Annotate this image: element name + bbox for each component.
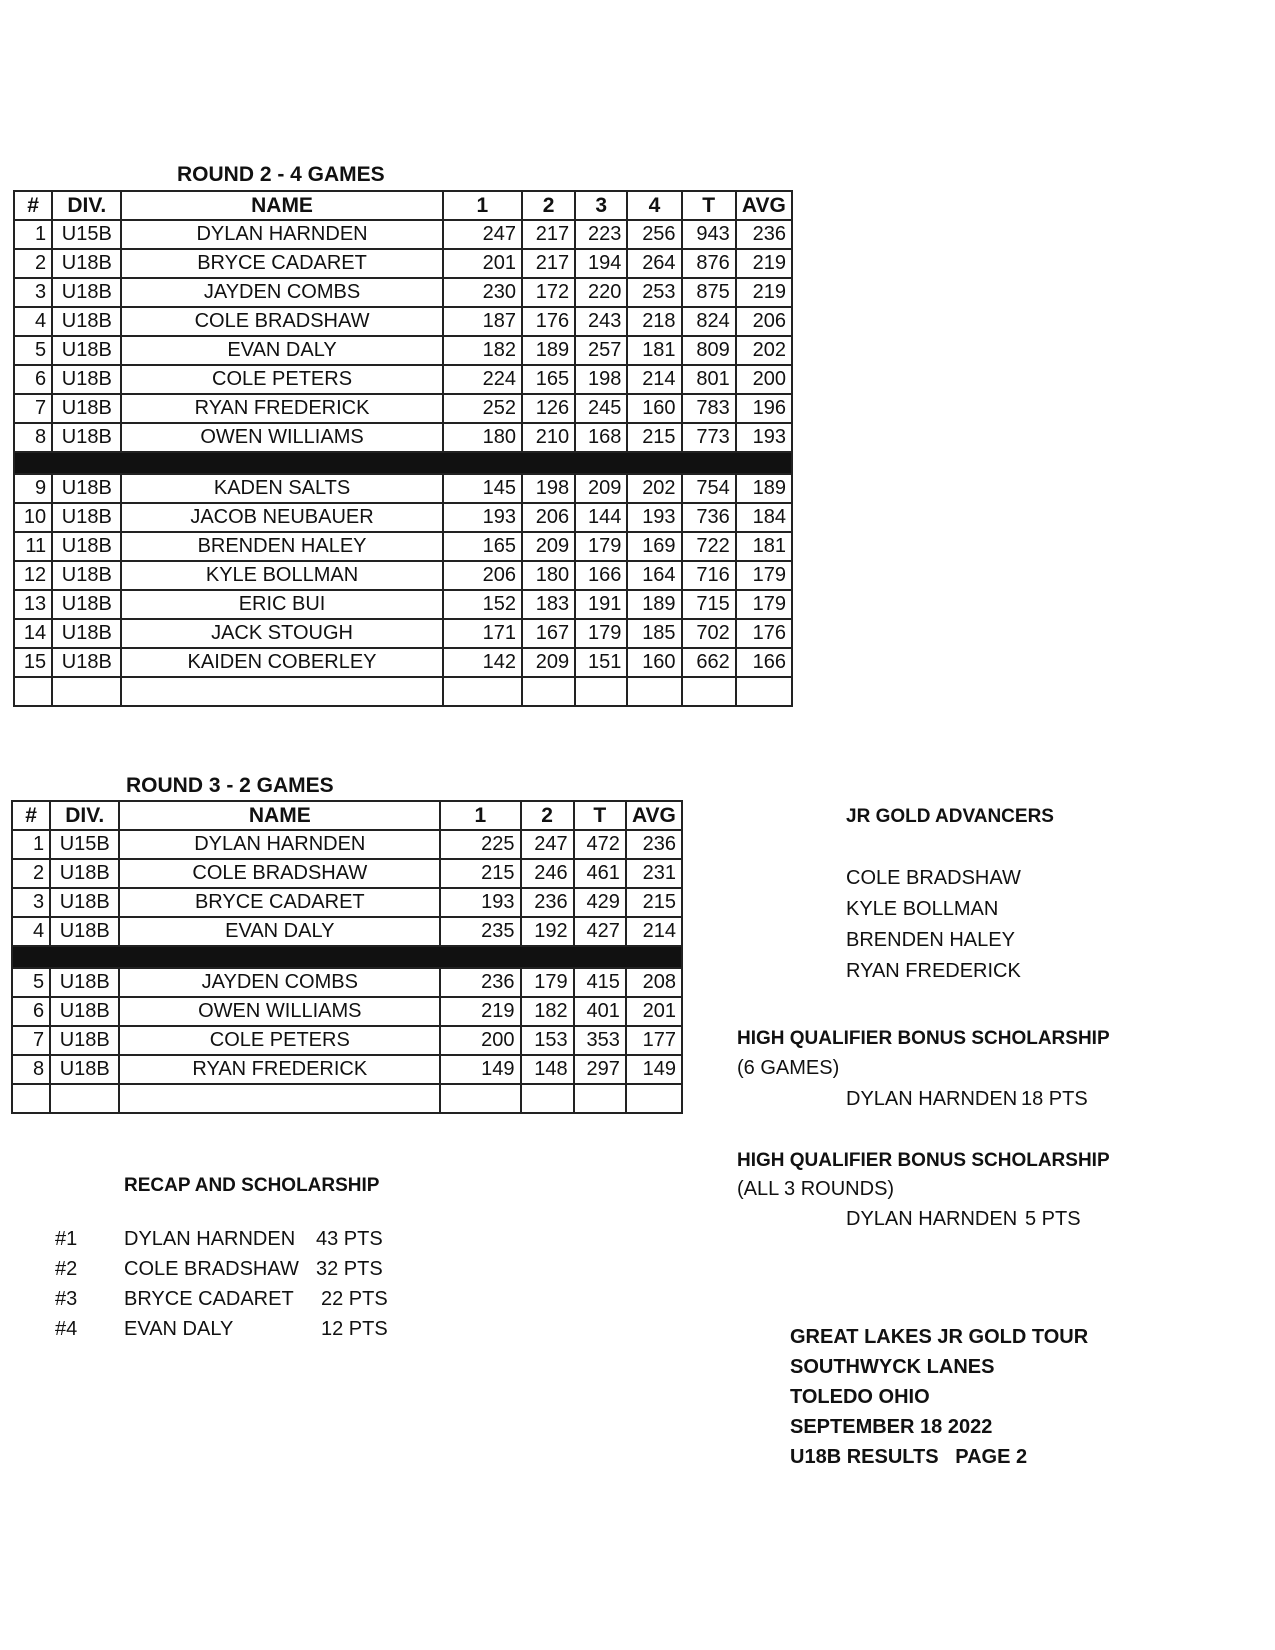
round3-title: ROUND 3 - 2 GAMES xyxy=(126,774,334,797)
table-cell: 4 xyxy=(14,307,52,336)
table-cell: DYLAN HARNDEN xyxy=(119,830,440,859)
table-cell: 153 xyxy=(521,1026,574,1055)
footer-line: U18B RESULTS PAGE 2 xyxy=(790,1446,1028,1468)
table-cell: 202 xyxy=(736,336,792,365)
table-row xyxy=(12,917,682,946)
table-cell: 2 xyxy=(14,249,52,278)
table-cell: 176 xyxy=(522,307,575,336)
table-cell: U18B xyxy=(52,249,121,278)
table-cell: 172 xyxy=(522,278,575,307)
table-cell: 246 xyxy=(521,859,574,888)
table-row xyxy=(14,336,792,365)
table-cell: 181 xyxy=(627,336,681,365)
table-cell: U18B xyxy=(52,474,121,503)
table-cell: 15 xyxy=(14,648,52,677)
table-cell: 209 xyxy=(522,648,575,677)
recap-name: EVAN DALY xyxy=(124,1318,234,1340)
table-cell: 12 xyxy=(14,561,52,590)
table-cell: 13 xyxy=(14,590,52,619)
table-cell: JACK STOUGH xyxy=(121,619,442,648)
table-cell: U18B xyxy=(50,917,119,946)
empty-cell xyxy=(121,677,442,706)
table-cell: 192 xyxy=(521,917,574,946)
table-cell: COLE BRADSHAW xyxy=(121,307,442,336)
bonus1-points: 18 PTS xyxy=(1021,1088,1088,1110)
round2-header-cell: T xyxy=(682,191,736,220)
table-cell: U18B xyxy=(52,278,121,307)
table-cell: 201 xyxy=(443,249,522,278)
table-cell: 401 xyxy=(574,997,626,1026)
table-row xyxy=(12,830,682,859)
table-row xyxy=(12,968,682,997)
table-cell: 180 xyxy=(443,423,522,452)
table-cell: 185 xyxy=(627,619,681,648)
empty-cell xyxy=(574,1084,626,1113)
empty-cell xyxy=(682,677,736,706)
bonus2-name: DYLAN HARNDEN xyxy=(846,1208,1018,1230)
table-cell: 472 xyxy=(574,830,626,859)
recap-points: 22 PTS xyxy=(321,1288,388,1310)
empty-cell xyxy=(575,677,627,706)
table-cell: U18B xyxy=(52,648,121,677)
round3-header-row xyxy=(12,801,682,830)
table-cell: 716 xyxy=(682,561,736,590)
table-row xyxy=(14,619,792,648)
table-cell: 225 xyxy=(440,830,520,859)
table-cell: 179 xyxy=(736,561,792,590)
table-cell: 876 xyxy=(682,249,736,278)
table-cell: 160 xyxy=(627,394,681,423)
table-cell: 722 xyxy=(682,532,736,561)
table-cell: U18B xyxy=(50,1055,119,1084)
advancers-title: JR GOLD ADVANCERS xyxy=(846,806,1054,827)
table-cell: 166 xyxy=(575,561,627,590)
bonus2-subtitle: (ALL 3 ROUNDS) xyxy=(737,1178,895,1200)
table-cell: 1 xyxy=(14,220,52,249)
table-cell: 223 xyxy=(575,220,627,249)
table-cell: OWEN WILLIAMS xyxy=(119,997,440,1026)
bonus1-title: HIGH QUALIFIER BONUS SCHOLARSHIP xyxy=(737,1028,1110,1049)
table-cell: 193 xyxy=(627,503,681,532)
empty-cell xyxy=(12,1084,50,1113)
table-cell: 202 xyxy=(627,474,681,503)
round2-header-cell: 4 xyxy=(627,191,681,220)
table-cell: U18B xyxy=(50,968,119,997)
table-cell: 206 xyxy=(443,561,522,590)
table-cell: U18B xyxy=(52,503,121,532)
table-row xyxy=(14,394,792,423)
table-cell: 189 xyxy=(627,590,681,619)
table-cell: 3 xyxy=(12,888,50,917)
table-cell: 5 xyxy=(12,968,50,997)
table-cell: 165 xyxy=(443,532,522,561)
table-cell: 8 xyxy=(12,1055,50,1084)
round2-header-cell: 3 xyxy=(575,191,627,220)
advancer-name: BRENDEN HALEY xyxy=(846,929,1015,951)
table-cell: 801 xyxy=(682,365,736,394)
table-cell: 230 xyxy=(443,278,522,307)
table-cell: 200 xyxy=(736,365,792,394)
cutoff-separator-row xyxy=(12,946,682,968)
table-cell: 215 xyxy=(626,888,682,917)
table-row xyxy=(14,365,792,394)
table-cell: 4 xyxy=(12,917,50,946)
table-cell: U18B xyxy=(50,1026,119,1055)
table-cell: 236 xyxy=(626,830,682,859)
table-row xyxy=(12,1055,682,1084)
table-cell: 217 xyxy=(522,220,575,249)
table-cell: BRYCE CADARET xyxy=(119,888,440,917)
table-cell: 7 xyxy=(14,394,52,423)
table-row xyxy=(14,307,792,336)
table-cell: 219 xyxy=(736,278,792,307)
table-cell: 193 xyxy=(440,888,520,917)
table-row xyxy=(14,590,792,619)
table-cell: U18B xyxy=(52,336,121,365)
cutoff-bar xyxy=(14,452,792,474)
table-cell: U18B xyxy=(52,423,121,452)
table-cell: KYLE BOLLMAN xyxy=(121,561,442,590)
table-cell: 196 xyxy=(736,394,792,423)
table-cell: 5 xyxy=(14,336,52,365)
table-cell: 168 xyxy=(575,423,627,452)
empty-row xyxy=(12,1084,682,1113)
table-cell: KADEN SALTS xyxy=(121,474,442,503)
recap-name: DYLAN HARNDEN xyxy=(124,1228,296,1250)
table-cell: BRYCE CADARET xyxy=(121,249,442,278)
table-cell: 214 xyxy=(626,917,682,946)
table-cell: 264 xyxy=(627,249,681,278)
table-cell: 149 xyxy=(440,1055,520,1084)
table-cell: 181 xyxy=(736,532,792,561)
table-row xyxy=(14,503,792,532)
empty-cell xyxy=(14,677,52,706)
round3-header-cell: T xyxy=(574,801,626,830)
round3-header-cell: 2 xyxy=(521,801,574,830)
table-cell: 180 xyxy=(522,561,575,590)
table-cell: 662 xyxy=(682,648,736,677)
table-cell: 7 xyxy=(12,1026,50,1055)
table-cell: U18B xyxy=(52,532,121,561)
recap-points: 32 PTS xyxy=(316,1258,383,1280)
table-row xyxy=(12,1026,682,1055)
empty-cell xyxy=(440,1084,520,1113)
table-cell: 200 xyxy=(440,1026,520,1055)
recap-name: COLE BRADSHAW xyxy=(124,1258,299,1280)
advancer-name: RYAN FREDERICK xyxy=(846,960,1021,982)
footer-line: TOLEDO OHIO xyxy=(790,1386,930,1408)
cutoff-bar xyxy=(12,946,682,968)
table-cell: 427 xyxy=(574,917,626,946)
table-cell: 165 xyxy=(522,365,575,394)
table-cell: 209 xyxy=(575,474,627,503)
table-cell: 145 xyxy=(443,474,522,503)
round3-header-cell: # xyxy=(12,801,50,830)
table-row xyxy=(14,532,792,561)
table-cell: 773 xyxy=(682,423,736,452)
round3-header-cell: NAME xyxy=(119,801,440,830)
table-cell: 149 xyxy=(626,1055,682,1084)
table-cell: KAIDEN COBERLEY xyxy=(121,648,442,677)
table-cell: 206 xyxy=(736,307,792,336)
table-cell: 2 xyxy=(12,859,50,888)
table-row xyxy=(14,249,792,278)
table-cell: 218 xyxy=(627,307,681,336)
table-cell: 189 xyxy=(522,336,575,365)
table-cell: JACOB NEUBAUER xyxy=(121,503,442,532)
empty-cell xyxy=(627,677,681,706)
recap-name: BRYCE CADARET xyxy=(124,1288,294,1310)
table-cell: 179 xyxy=(521,968,574,997)
table-cell: 142 xyxy=(443,648,522,677)
table-cell: ERIC BUI xyxy=(121,590,442,619)
table-cell: 245 xyxy=(575,394,627,423)
table-cell: EVAN DALY xyxy=(121,336,442,365)
table-cell: 715 xyxy=(682,590,736,619)
table-cell: 210 xyxy=(522,423,575,452)
advancer-name: KYLE BOLLMAN xyxy=(846,898,999,920)
empty-cell xyxy=(522,677,575,706)
table-cell: 220 xyxy=(575,278,627,307)
table-cell: 243 xyxy=(575,307,627,336)
table-cell: U18B xyxy=(52,365,121,394)
table-cell: 235 xyxy=(440,917,520,946)
empty-cell xyxy=(50,1084,119,1113)
table-cell: U15B xyxy=(50,830,119,859)
round3-header-cell: DIV. xyxy=(50,801,119,830)
table-cell: 215 xyxy=(627,423,681,452)
table-cell: 184 xyxy=(736,503,792,532)
table-cell: 189 xyxy=(736,474,792,503)
table-cell: 429 xyxy=(574,888,626,917)
table-cell: 208 xyxy=(626,968,682,997)
table-cell: 236 xyxy=(440,968,520,997)
table-cell: 217 xyxy=(522,249,575,278)
table-cell: 10 xyxy=(14,503,52,532)
empty-row xyxy=(14,677,792,706)
round2-header-cell: 1 xyxy=(443,191,522,220)
table-cell: 875 xyxy=(682,278,736,307)
empty-cell xyxy=(736,677,792,706)
table-cell: 169 xyxy=(627,532,681,561)
table-row xyxy=(14,474,792,503)
table-cell: EVAN DALY xyxy=(119,917,440,946)
table-cell: 219 xyxy=(736,249,792,278)
table-cell: 151 xyxy=(575,648,627,677)
round3-header-cell: AVG xyxy=(626,801,682,830)
table-cell: 144 xyxy=(575,503,627,532)
recap-rank: #2 xyxy=(55,1258,78,1280)
table-cell: RYAN FREDERICK xyxy=(119,1055,440,1084)
table-cell: 253 xyxy=(627,278,681,307)
table-cell: 194 xyxy=(575,249,627,278)
table-cell: RYAN FREDERICK xyxy=(121,394,442,423)
table-cell: 809 xyxy=(682,336,736,365)
table-row xyxy=(14,423,792,452)
table-row xyxy=(12,997,682,1026)
table-cell: 14 xyxy=(14,619,52,648)
table-cell: 824 xyxy=(682,307,736,336)
table-cell: 219 xyxy=(440,997,520,1026)
recap-rank: #4 xyxy=(55,1318,78,1340)
table-cell: 702 xyxy=(682,619,736,648)
table-row xyxy=(14,648,792,677)
table-cell: 176 xyxy=(736,619,792,648)
table-row xyxy=(12,888,682,917)
empty-cell xyxy=(443,677,522,706)
round2-table xyxy=(13,190,793,707)
table-cell: 179 xyxy=(736,590,792,619)
table-cell: 943 xyxy=(682,220,736,249)
round3-header-cell: 1 xyxy=(440,801,520,830)
table-cell: 164 xyxy=(627,561,681,590)
table-cell: U18B xyxy=(52,619,121,648)
bonus1-subtitle: (6 GAMES) xyxy=(737,1057,840,1079)
table-cell: 152 xyxy=(443,590,522,619)
table-cell: 183 xyxy=(522,590,575,619)
table-cell: 9 xyxy=(14,474,52,503)
table-cell: 11 xyxy=(14,532,52,561)
table-cell: 252 xyxy=(443,394,522,423)
table-cell: U18B xyxy=(52,394,121,423)
recap-title: RECAP AND SCHOLARSHIP xyxy=(124,1175,380,1196)
table-cell: 206 xyxy=(522,503,575,532)
table-cell: 461 xyxy=(574,859,626,888)
table-cell: DYLAN HARNDEN xyxy=(121,220,442,249)
table-cell: U18B xyxy=(52,561,121,590)
table-cell: OWEN WILLIAMS xyxy=(121,423,442,452)
bonus2-points: 5 PTS xyxy=(1025,1208,1081,1230)
empty-cell xyxy=(119,1084,440,1113)
footer-line: GREAT LAKES JR GOLD TOUR xyxy=(790,1326,1089,1348)
recap-rank: #1 xyxy=(55,1228,78,1250)
bonus2-title: HIGH QUALIFIER BONUS SCHOLARSHIP xyxy=(737,1150,1110,1171)
table-cell: 247 xyxy=(521,830,574,859)
table-cell: 182 xyxy=(443,336,522,365)
table-cell: 415 xyxy=(574,968,626,997)
table-row xyxy=(14,561,792,590)
table-cell: 214 xyxy=(627,365,681,394)
empty-cell xyxy=(52,677,121,706)
table-cell: U18B xyxy=(50,859,119,888)
table-cell: COLE BRADSHAW xyxy=(119,859,440,888)
table-cell: 209 xyxy=(522,532,575,561)
table-cell: 236 xyxy=(521,888,574,917)
table-cell: 193 xyxy=(736,423,792,452)
table-cell: 783 xyxy=(682,394,736,423)
table-cell: COLE PETERS xyxy=(121,365,442,394)
bonus1-name: DYLAN HARNDEN xyxy=(846,1088,1018,1110)
table-cell: 193 xyxy=(443,503,522,532)
cutoff-separator-row xyxy=(14,452,792,474)
empty-cell xyxy=(626,1084,682,1113)
table-cell: 166 xyxy=(736,648,792,677)
footer-line: SOUTHWYCK LANES xyxy=(790,1356,995,1378)
recap-points: 12 PTS xyxy=(321,1318,388,1340)
table-cell: 754 xyxy=(682,474,736,503)
table-cell: 191 xyxy=(575,590,627,619)
table-cell: BRENDEN HALEY xyxy=(121,532,442,561)
table-cell: U18B xyxy=(50,997,119,1026)
footer-line: SEPTEMBER 18 2022 xyxy=(790,1416,993,1438)
table-cell: 353 xyxy=(574,1026,626,1055)
table-row xyxy=(12,859,682,888)
round2-header-cell: NAME xyxy=(121,191,442,220)
table-cell: U18B xyxy=(52,307,121,336)
table-cell: JAYDEN COMBS xyxy=(119,968,440,997)
round2-header-cell: # xyxy=(14,191,52,220)
table-cell: 6 xyxy=(12,997,50,1026)
table-cell: 8 xyxy=(14,423,52,452)
table-cell: 177 xyxy=(626,1026,682,1055)
table-cell: 201 xyxy=(626,997,682,1026)
table-cell: 171 xyxy=(443,619,522,648)
round2-header-cell: DIV. xyxy=(52,191,121,220)
table-cell: 182 xyxy=(521,997,574,1026)
advancer-name: COLE BRADSHAW xyxy=(846,867,1021,889)
table-cell: 6 xyxy=(14,365,52,394)
table-cell: 198 xyxy=(575,365,627,394)
table-cell: 247 xyxy=(443,220,522,249)
round3-table xyxy=(11,800,683,1114)
table-cell: 187 xyxy=(443,307,522,336)
table-cell: 126 xyxy=(522,394,575,423)
table-cell: U18B xyxy=(50,888,119,917)
table-cell: U15B xyxy=(52,220,121,249)
table-cell: 256 xyxy=(627,220,681,249)
table-cell: 160 xyxy=(627,648,681,677)
table-cell: 736 xyxy=(682,503,736,532)
recap-rank: #3 xyxy=(55,1288,78,1310)
table-cell: 297 xyxy=(574,1055,626,1084)
table-cell: 231 xyxy=(626,859,682,888)
table-row xyxy=(14,220,792,249)
table-cell: 167 xyxy=(522,619,575,648)
table-cell: COLE PETERS xyxy=(119,1026,440,1055)
empty-cell xyxy=(521,1084,574,1113)
table-cell: 224 xyxy=(443,365,522,394)
round2-header-cell: AVG xyxy=(736,191,792,220)
table-cell: JAYDEN COMBS xyxy=(121,278,442,307)
table-cell: 198 xyxy=(522,474,575,503)
round2-title: ROUND 2 - 4 GAMES xyxy=(177,163,385,186)
round2-header-row xyxy=(14,191,792,220)
round2-header-cell: 2 xyxy=(522,191,575,220)
table-cell: 236 xyxy=(736,220,792,249)
table-cell: 148 xyxy=(521,1055,574,1084)
table-cell: U18B xyxy=(52,590,121,619)
table-cell: 179 xyxy=(575,619,627,648)
table-cell: 179 xyxy=(575,532,627,561)
table-cell: 215 xyxy=(440,859,520,888)
table-cell: 3 xyxy=(14,278,52,307)
table-row xyxy=(14,278,792,307)
recap-points: 43 PTS xyxy=(316,1228,383,1250)
table-cell: 257 xyxy=(575,336,627,365)
table-cell: 1 xyxy=(12,830,50,859)
